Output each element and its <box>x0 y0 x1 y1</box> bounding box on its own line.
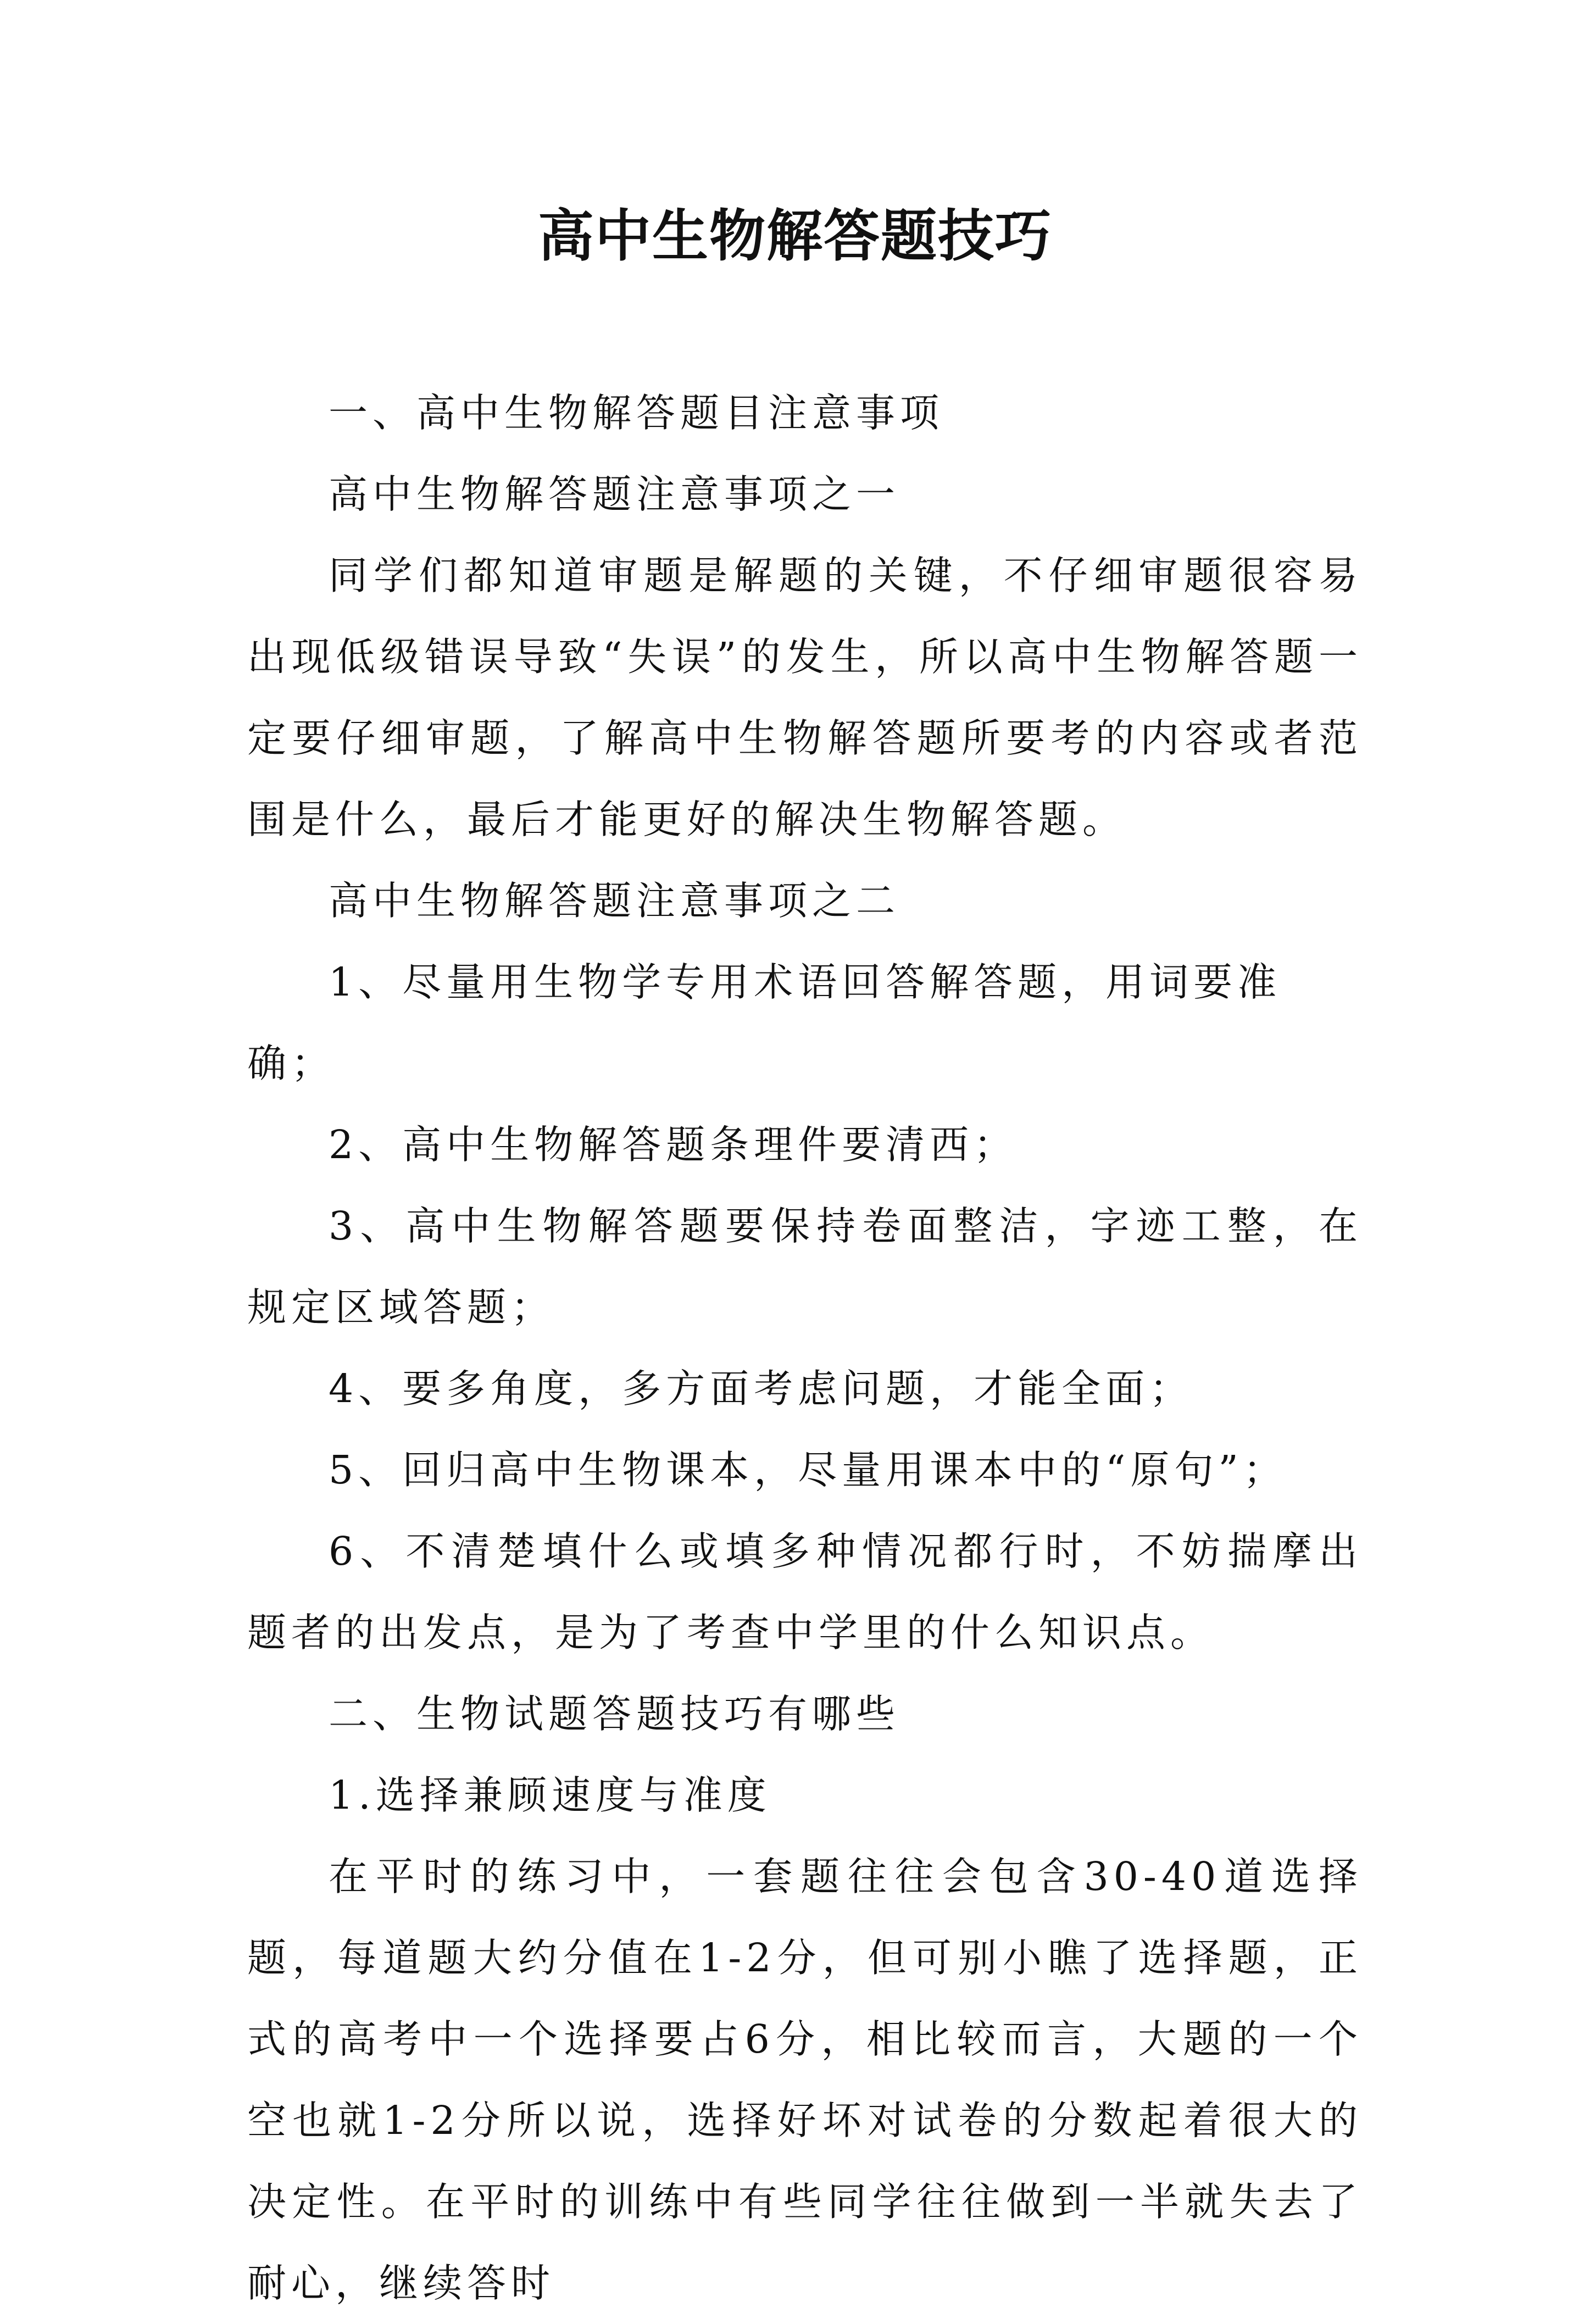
list-item: 3、高中生物解答题要保持卷面整洁，字迹工整，在规定区域答题； <box>247 1203 1363 1330</box>
body-paragraph: 在平时的练习中，一套题往往会包含30-40道选择题，每道题大约分值在1-2分，但可别小瞧了选择题，正式的高考中一个选择要占6分，相比较而言，大题的一个空也就1-2分所以说，选择好坏对试卷的分数起着很大的决定性。在平时的训练中有些同学往往做到一半就失去了耐心，继续答时 <box>247 1854 1363 2306</box>
document-body <box>247 372 1363 2324</box>
list-item: 2、高中生物解答题条理件要清西； <box>329 1122 1018 1167</box>
body-paragraph: 同学们都知道审题是解题的关键，不仔细审题很容易出现低级错误导致“失误”的发生，所以高中生物解答题一定要仔细审题，了解高中生物解答题所要考的内容或者范围是什么，最后才能更好的解决生物解答题。 <box>247 553 1363 842</box>
document-title: 高中生物解答题技巧 <box>538 203 1052 269</box>
list-item: 4、要多角度，多方面考虑问题，才能全面； <box>329 1366 1194 1411</box>
list-item: 5、回归高中生物课本，尽量用课本中的“原句”； <box>329 1447 1287 1493</box>
list-item: 1、尽量用生物学专用术语回答解答题，用词要准确； <box>247 959 1282 1086</box>
section-heading: 一、高中生物解答题目注意事项 <box>329 390 944 436</box>
list-item: 6、不清楚填什么或填多种情况都行时，不妨揣摩出题者的出发点，是为了考查中学里的什么知识点。 <box>247 1528 1363 1655</box>
subsection-heading: 高中生物解答题注意事项之二 <box>329 878 900 924</box>
subsection-heading: 1.选择兼顾速度与准度 <box>329 1772 771 1818</box>
section-heading: 二、生物试题答题技巧有哪些 <box>329 1691 900 1737</box>
subsection-heading: 高中生物解答题注意事项之一 <box>329 471 900 517</box>
